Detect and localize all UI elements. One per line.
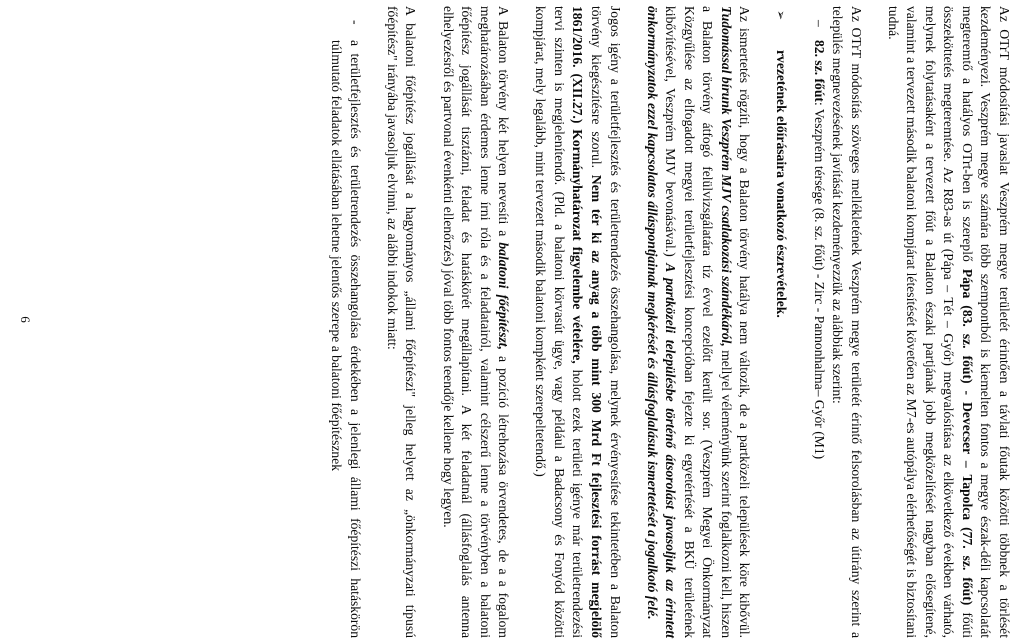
text-span: főúti összeköttetés megteremtése. Az R83-as út (Pápa – Tét – Győr) megvalósítása az elkövetkező években várható, melynek folytatásaként a tervezett főút a Balaton északi partjának jobb megközelítését nagyban elősegítené, valamint a tervezett második balatoni kompjárat létesítését követően az M7-es autópálya elérhetőségét is biztosítani tudná. <box>885 6 975 638</box>
paragraph-gap <box>364 6 383 638</box>
paragraph-gap <box>512 6 531 638</box>
list-item-text: a területfejlesztés és területrendezés összehangolása érdekében a jelenlegi állami főépítészi hatáskörön túlmutató feladatok ellátásában lehetne jelentős szerepe a balatoni főépítésznek <box>329 40 363 638</box>
text-span: mellyel véleményünk szerint foglalkozni kell, hiszen a Balaton törvény átfogó felülvizsgálatára tíz évvel ezelőtt került sor. (Veszprém Megyei Önkormányzat Közgyűlése az elfogadott megyei területfejlesztési koncepcióban fejezte ki egyetértését a BKÜ területének kibővítésével, Veszprém MJV bevonásával.) <box>663 6 734 638</box>
bold-italic-span: Tudomással bírunk Veszprém MJV csatlakozási szándékáról, <box>718 6 734 347</box>
paragraph-gap <box>624 6 643 638</box>
bold-span: Pápa (83. sz. főút) - Devecser – Tapolca (77. sz. főút) <box>959 268 975 606</box>
text-span: A balatoni főépítész jogállását a hagyományos „állami főépítészi" jelleg helyett az „önkormányzati típusú főépítész" irányába javasoljuk elvinni, az alábbi indokok miatt: <box>384 6 419 638</box>
text-span: holott ezek területi igénye már területrendezési tervi szinten is megjelenítendő. (Pld. a balatoni körvasút ügye, vagy például a Badacsony és Fonyód közötti kompjárat, mely legalább, mint tervezett második balatoni kompként szerepeltetendő.) <box>533 6 586 638</box>
list-item-road-82 <box>809 6 828 638</box>
text-span: : Veszprém térsége (8. sz. főút) - Zirc - Pannonhalma– Győr (M1) <box>811 101 827 460</box>
dash-bullet: - <box>347 20 363 25</box>
paragraph-gap <box>753 6 772 638</box>
bold-span: Nem tér ki az anyag a több mint 300 Mrd Ft fejlesztési forrást megjelölő 1861/2016. (XII.27.) Kormányhatározat figyelembe vételére, <box>570 6 604 639</box>
arrow-bullet-icon: ➢ <box>774 10 789 21</box>
bold-span: 82. sz. főút <box>811 40 827 102</box>
text-span: A Balaton törvény két helyen nevesíti a <box>496 6 512 243</box>
section-heading-text: rvezetének előírásaira vonatkozó észrevételek. <box>774 50 790 318</box>
text-span: Az OTrT módosítási javaslat Veszprém megye területét érintően a távlati főutak közötti többnek a törlését kezdeményezi. Veszprém megye számára több szempontból is kiemelten fontos a megye észak-déli kapcsolatát megteremtő a hatályos OTrt-ben is szereplő <box>959 6 1012 638</box>
text-span: a pozíció létrehozása örvendetes, de a a fogalom meghatározásában érdemes lenne írni róla és a feladatairól, valamint célszerű lenne a törvényben a balatoni főépítész jogállását tisztázni, feladat és hatáskörét megállapítani. A két feladatnál (állásfoglalás antenna elhelyezésről és partvonal évenkénti ellenőrzés) jóval több fontos teendője kellene hogy legyen. <box>440 6 512 638</box>
list-item-text <box>809 40 828 638</box>
paragraph-partkozeli <box>642 6 753 638</box>
paragraph-gap <box>420 6 439 638</box>
page-number: 6 <box>18 316 33 323</box>
section-heading <box>772 6 791 638</box>
text-span: Az ismertetés rögzíti, hogy a Balaton törvény hatálya nem változik, de a partközeli települések köre kibővül. <box>737 6 753 638</box>
document-body <box>327 6 1013 638</box>
paragraph-teruletfejlesztes <box>531 6 624 638</box>
text-span: Az OTrT módosítás szöveges mellékletének Veszprém megye területét érintő felsorolásban az útirány szerint a település megnevezésének javítását kezdeményezzük az alábbiak szerint: <box>830 6 864 638</box>
paragraph-foepitesz-jogallas <box>382 6 419 638</box>
dash-bullet: – <box>811 20 827 27</box>
paragraph-otrt-roads <box>883 6 1013 638</box>
list-item-foepitesz-reason <box>327 6 364 638</box>
text-span: Jogos igény a területfejlesztés és területrendezés összehangolása, melynek érvényesítése tekintetében a Balaton törvény kiegészítésre szorul. <box>588 6 623 638</box>
paragraph-otrt-appendix <box>828 6 865 638</box>
bold-italic-span: balatoni főépítészt, <box>496 242 512 350</box>
paragraph-foepitesz <box>438 6 512 638</box>
paragraph-gap <box>865 6 884 638</box>
paragraph-gap <box>790 6 809 638</box>
bold-italic-span: A partközeli településbe történő átsorolást javasoljuk az érintett önkormányzatok ezzel kapcsolatos álláspontjainak megkérését és állásfoglalásuk ismertetését a jogalkotó felé. <box>644 6 679 638</box>
